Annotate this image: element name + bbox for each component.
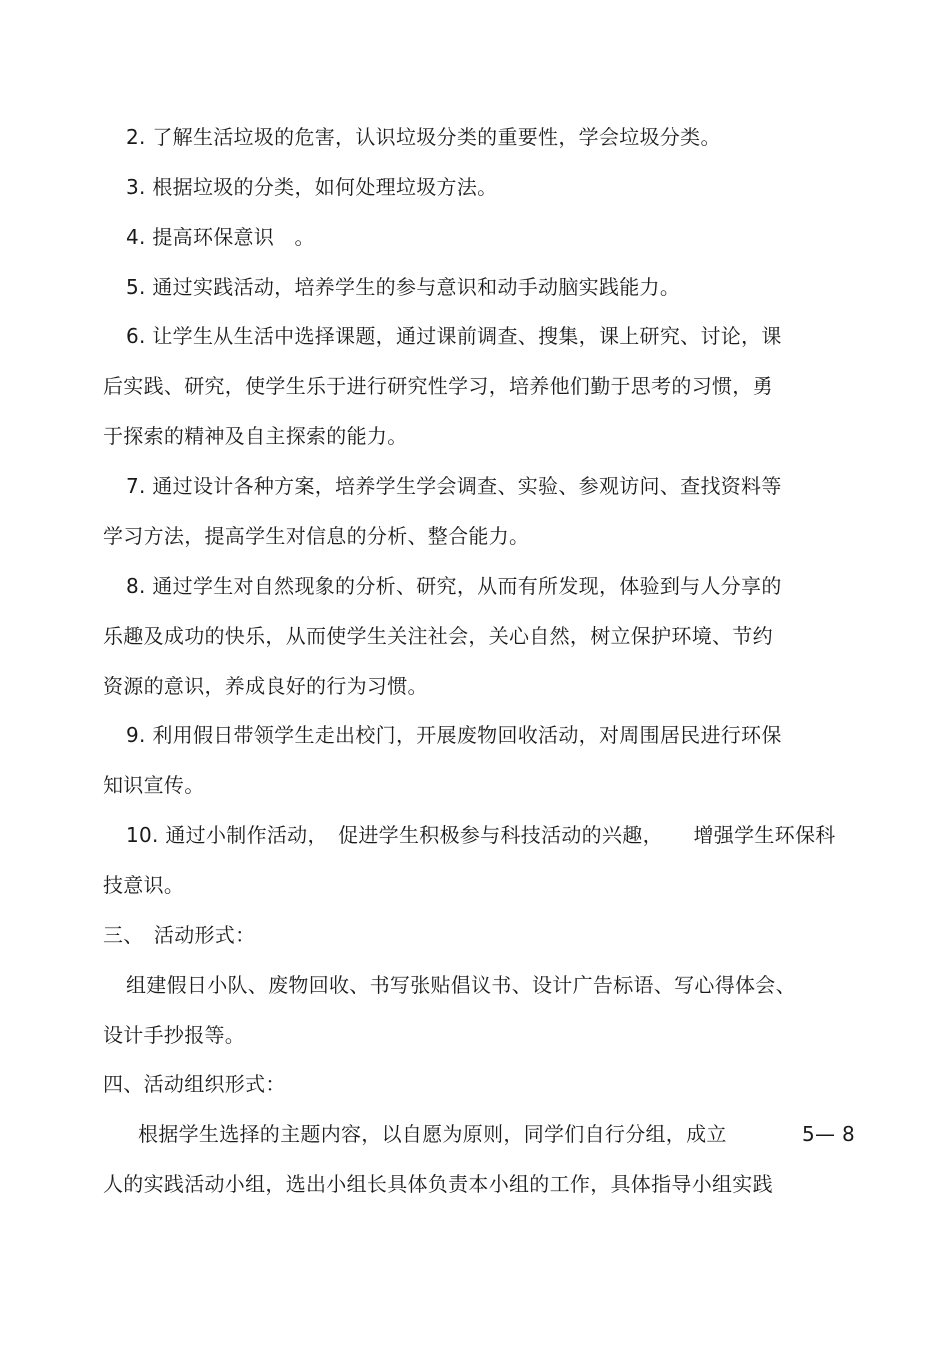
text-line: 5— 8 bbox=[802, 1122, 856, 1146]
text-line: 8. 通过学生对自然现象的分析、研究，从而有所发现，体验到与人分享的 bbox=[126, 574, 782, 598]
text-line: 资源的意识，养成良好的行为习惯。 bbox=[103, 674, 428, 698]
text-line: 组建假日小队、废物回收、书写张贴倡议书、设计广告标语、写心得体会、 bbox=[126, 973, 796, 997]
section-heading: 三、 活动形式： bbox=[103, 923, 256, 947]
text-line: 6. 让学生从生活中选择课题，通过课前调查、搜集，课上研究、讨论，课 bbox=[126, 324, 782, 348]
section-heading: 四、活动组织形式： bbox=[103, 1072, 286, 1096]
text-line: 7. 通过设计各种方案，培养学生学会调查、实验、参观访问、查找资料等 bbox=[126, 474, 782, 498]
text-line: 3. 根据垃圾的分类，如何处理垃圾方法。 bbox=[126, 175, 498, 199]
text-line: 4. 提高环保意识 。 bbox=[126, 225, 315, 249]
text-line: 技意识。 bbox=[103, 873, 185, 897]
text-line: 9. 利用假日带领学生走出校门，开展废物回收活动，对周围居民进行环保 bbox=[126, 723, 782, 747]
text-line: 根据学生选择的主题内容，以自愿为原则，同学们自行分组，成立 bbox=[138, 1122, 727, 1146]
text-line: 10. 通过小制作活动， 促进学生积极参与科技活动的兴趣， 增强学生环保科 bbox=[126, 823, 836, 847]
text-line: 于探索的精神及自主探索的能力。 bbox=[103, 424, 408, 448]
text-line: 2. 了解生活垃圾的危害，认识垃圾分类的重要性，学会垃圾分类。 bbox=[126, 125, 721, 149]
text-line: 设计手抄报等。 bbox=[103, 1023, 246, 1047]
text-line: 5. 通过实践活动，培养学生的参与意识和动手动脑实践能力。 bbox=[126, 275, 681, 299]
text-line: 学习方法，提高学生对信息的分析、整合能力。 bbox=[103, 524, 530, 548]
text-line: 乐趣及成功的快乐，从而使学生关注社会，关心自然，树立保护环境、节约 bbox=[103, 624, 773, 648]
text-line: 知识宣传。 bbox=[103, 773, 205, 797]
text-line: 人的实践活动小组，选出小组长具体负责本小组的工作，具体指导小组实践 bbox=[103, 1172, 773, 1196]
text-line: 后实践、研究，使学生乐于进行研究性学习，培养他们勤于思考的习惯，勇 bbox=[103, 374, 773, 398]
